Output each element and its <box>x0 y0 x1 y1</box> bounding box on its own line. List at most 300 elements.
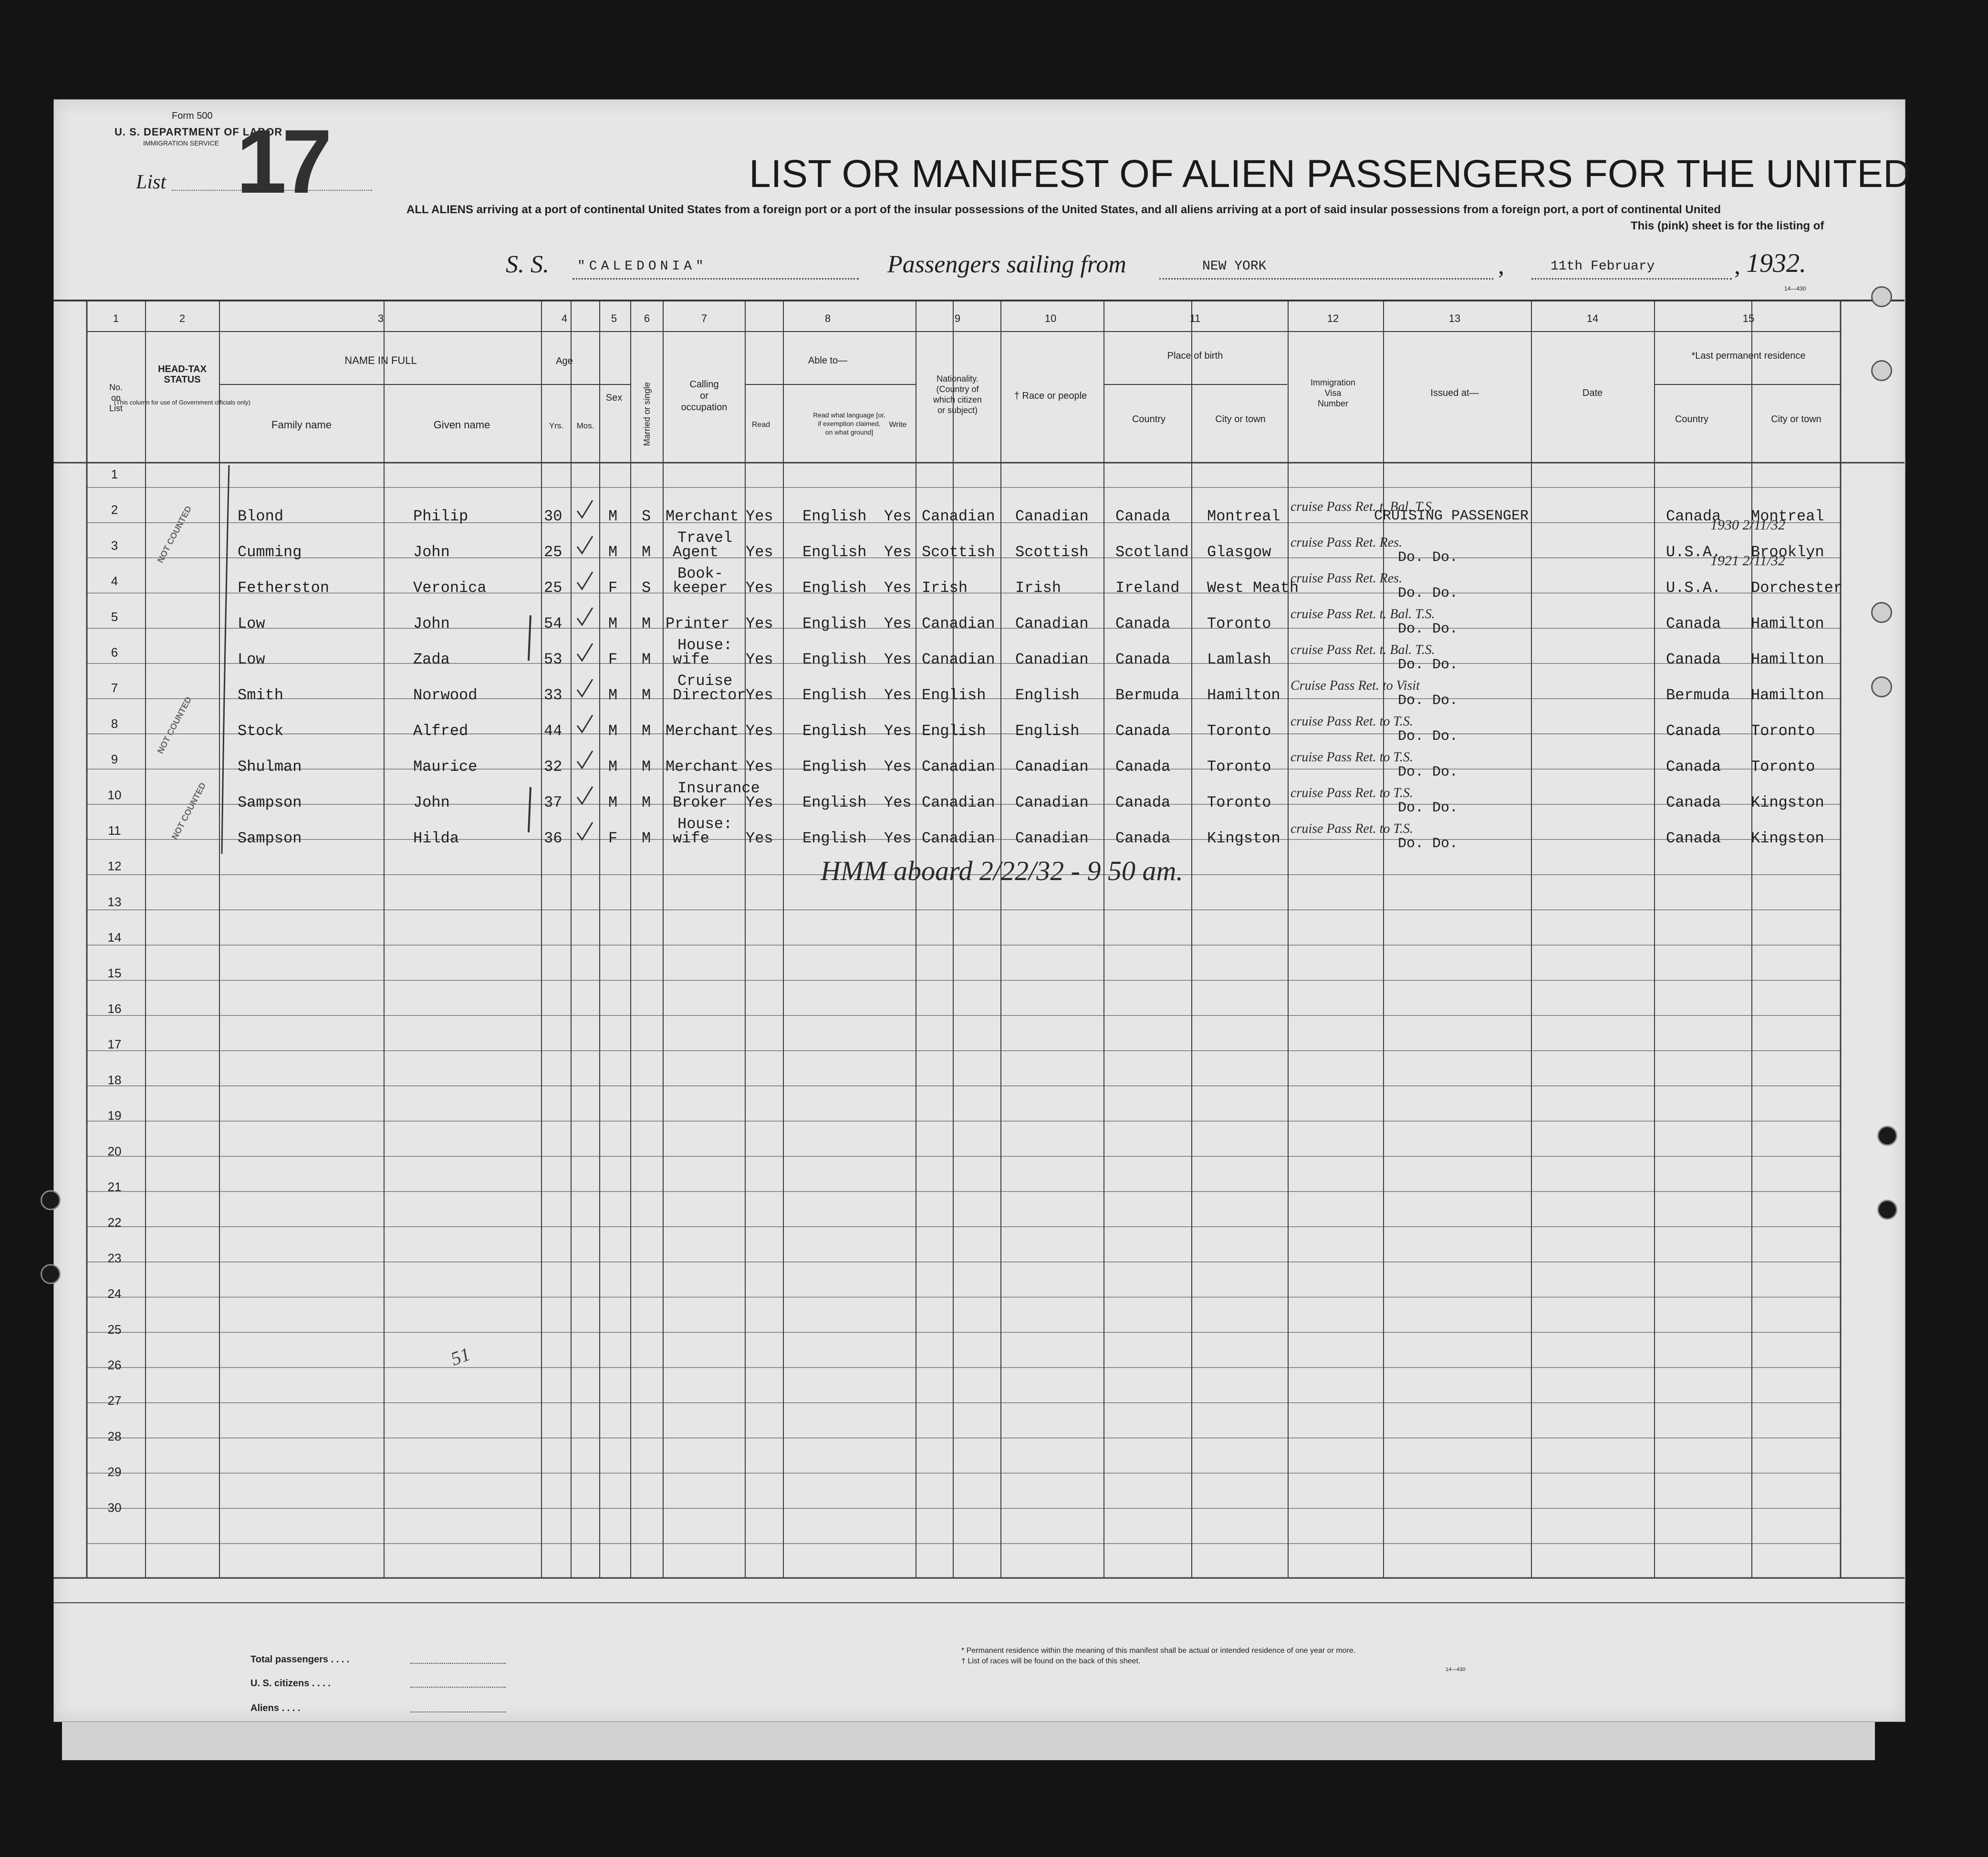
birth-country-cell: Canada <box>1115 830 1171 847</box>
marital-status-cell: M <box>642 830 651 847</box>
occupation-cell: Insurance <box>677 779 760 797</box>
boarding-note: HMM aboard 2/22/32 - 9 50 am. <box>821 855 1183 886</box>
family-name-cell: Blond <box>238 508 284 525</box>
visa-handwritten-cell: cruise Pass Ret. t. Bal. T.S. <box>1291 643 1435 657</box>
margin-mark: 51 <box>448 1343 473 1370</box>
residence-country-cell: U.S.A. <box>1666 579 1721 597</box>
race-cell: Canadian <box>1015 615 1089 633</box>
language-cell: English <box>802 543 867 561</box>
sex-cell: M <box>608 543 618 561</box>
read-cell: Yes <box>746 543 773 561</box>
residence-country-cell: Canada <box>1666 794 1721 811</box>
footnote-residence: * Permanent residence within the meaning of this manifest shall be actual or intended residence of one year or more. <box>961 1647 1356 1655</box>
given-name-cell: John <box>413 543 450 561</box>
residence-note: 1921 2/11/32 <box>1710 553 1785 569</box>
column-number: 5 <box>611 312 617 324</box>
header-head-tax: STATUS <box>164 374 201 385</box>
issued-at-cell: Do. Do. <box>1398 550 1458 566</box>
occupation-cell: Cruise <box>677 672 733 690</box>
language-cell: English <box>802 651 867 668</box>
given-name-cell: Hilda <box>413 830 459 847</box>
age-cell: 36 <box>544 830 562 847</box>
residence-country-cell: Canada <box>1666 758 1721 776</box>
check-mark-icon <box>577 500 593 518</box>
check-mark-icon <box>577 787 593 804</box>
row-number: 28 <box>107 1429 122 1443</box>
read-cell: Yes <box>746 651 773 668</box>
tally-mark <box>529 787 531 832</box>
header-name-in-full: NAME IN FULL <box>344 354 417 366</box>
occupation-cell: Merchant <box>666 508 739 525</box>
given-name-cell: Alfred <box>413 722 468 740</box>
marital-status-cell: S <box>642 579 651 597</box>
occupation-cell: Book- <box>677 565 724 582</box>
residence-city-cell: Hamilton <box>1751 686 1824 704</box>
form-number: Form 500 <box>172 111 213 121</box>
birth-country-cell: Canada <box>1115 508 1171 525</box>
given-name-cell: Zada <box>413 651 450 668</box>
given-name-cell: John <box>413 794 450 811</box>
row-number: 11 <box>108 823 121 838</box>
occupation-cell: Merchant <box>666 722 739 740</box>
subtitle-line-1: ALL ALIENS arriving at a port of continental United States from a foreign port or a port of the insular possessions of the United States, and all aliens arriving at a port of said insular possessions from a foreign port, a port of continental United <box>406 203 1721 216</box>
issued-at-cell: Do. Do. <box>1398 764 1458 780</box>
residence-note: 1930 2/11/32 <box>1710 517 1785 533</box>
birth-city-cell: Hamilton <box>1207 686 1280 704</box>
header-residence-country: Country <box>1675 414 1709 425</box>
read-cell: Yes <box>746 686 773 704</box>
birth-city-cell: Lamlash <box>1207 651 1271 668</box>
given-name-cell: Maurice <box>413 758 478 776</box>
given-name-cell: Norwood <box>413 686 478 704</box>
birth-country-cell: Canada <box>1115 615 1171 633</box>
birth-city-cell: Toronto <box>1207 794 1271 811</box>
race-cell: Scottish <box>1015 543 1089 561</box>
punch-hole-3 <box>41 1190 61 1210</box>
birth-city-cell: West Meath <box>1207 579 1299 597</box>
list-label: List <box>136 171 167 193</box>
write-cell: Yes <box>884 686 912 704</box>
residence-country-cell: Bermuda <box>1666 686 1730 704</box>
marital-status-cell: M <box>642 651 651 668</box>
marital-status-cell: M <box>642 794 651 811</box>
header-head-tax: HEAD-TAX <box>158 364 207 374</box>
race-cell: Canadian <box>1015 830 1089 847</box>
header-married-single: Married or single <box>642 382 652 446</box>
age-cell: 30 <box>544 508 562 525</box>
column-number: 15 <box>1742 312 1755 324</box>
visa-handwritten-cell: cruise Pass Ret. to T.S. <box>1291 750 1413 765</box>
not-counted-stamp: NOT COUNTED <box>155 695 194 756</box>
read-cell: Yes <box>746 758 773 776</box>
nationality-cell: Canadian <box>922 794 995 811</box>
header-nationality: which citizen <box>933 395 982 405</box>
write-cell: Yes <box>884 722 912 740</box>
visa-handwritten-cell: Cruise Pass Ret. to Visit <box>1291 678 1420 693</box>
language-cell: English <box>802 758 867 776</box>
row-number: 18 <box>107 1072 122 1087</box>
row-number: 16 <box>107 1001 122 1016</box>
header-issued-at: Issued at— <box>1430 388 1479 398</box>
nationality-cell: Irish <box>922 579 968 597</box>
read-cell: Yes <box>746 794 773 811</box>
language-cell: English <box>802 794 867 811</box>
birth-city-cell: Kingston <box>1207 830 1280 847</box>
family-name-cell: Low <box>238 651 265 668</box>
header-family-name: Family name <box>271 419 332 431</box>
row-number: 19 <box>107 1108 122 1123</box>
occupation-cell: Broker <box>673 794 728 811</box>
occupation-cell: Merchant <box>666 758 739 776</box>
occupation-cell: wife <box>673 830 709 847</box>
nationality-cell: Canadian <box>922 615 995 633</box>
issued-at-cell: Do. Do. <box>1398 728 1458 745</box>
check-mark-icon <box>577 822 593 840</box>
family-name-cell: Sampson <box>238 794 302 811</box>
header-sex: Sex <box>605 393 623 403</box>
column-number: 14 <box>1586 312 1599 324</box>
binder-ring-4 <box>1871 676 1892 697</box>
occupation-cell: wife <box>673 651 709 668</box>
sex-cell: M <box>608 794 618 811</box>
comma-1: , <box>1498 252 1504 280</box>
family-name-cell: Cumming <box>238 543 302 561</box>
row-number: 7 <box>111 681 118 695</box>
marital-status-cell: M <box>642 758 651 776</box>
row-number: 2 <box>111 502 118 517</box>
page-title: LIST OR MANIFEST OF ALIEN PASSENGERS FOR THE UNITED <box>749 152 1912 196</box>
birth-city-cell: Toronto <box>1207 722 1271 740</box>
residence-country-cell: Canada <box>1666 830 1721 847</box>
nationality-cell: Scottish <box>922 543 995 561</box>
binder-ring-2 <box>1871 360 1892 381</box>
birth-country-cell: Canada <box>1115 794 1171 811</box>
column-number: 8 <box>824 312 831 324</box>
sex-cell: F <box>608 830 618 847</box>
occupation-cell: Travel <box>677 529 733 547</box>
row-number: 13 <box>107 894 122 909</box>
read-cell: Yes <box>746 615 773 633</box>
issued-at-cell: Do. Do. <box>1398 693 1458 709</box>
column-number: 2 <box>179 312 186 324</box>
aliens-label: Aliens . . . . <box>250 1703 301 1713</box>
total-passengers-label: Total passengers . . . . <box>250 1654 350 1665</box>
header-no-on-list: on <box>111 393 121 403</box>
residence-city-cell: Kingston <box>1751 830 1824 847</box>
residence-country-cell: U.S.A. <box>1666 543 1721 561</box>
row-number: 17 <box>107 1037 122 1052</box>
header-calling: occupation <box>681 402 728 413</box>
header-visa: Visa <box>1324 388 1342 398</box>
row-number: 22 <box>107 1215 122 1230</box>
read-cell: Yes <box>746 508 773 525</box>
residence-city-cell: Toronto <box>1751 758 1815 776</box>
row-number: 30 <box>107 1500 122 1515</box>
header-nationality: Nationality. <box>937 374 978 384</box>
visa-handwritten-cell: cruise Pass Ret. Res. <box>1291 535 1403 550</box>
visa-handwritten-cell: cruise Pass Ret. t. Bal. T.S. <box>1291 607 1435 622</box>
family-name-cell: Shulman <box>238 758 302 776</box>
marital-status-cell: S <box>642 508 651 525</box>
age-cell: 37 <box>544 794 562 811</box>
occupation-cell: Printer <box>666 615 730 633</box>
not-counted-stamp: NOT COUNTED <box>155 504 194 565</box>
row-number: 4 <box>111 574 118 589</box>
row-number: 25 <box>107 1322 122 1337</box>
marital-status-cell: M <box>642 722 651 740</box>
residence-city-cell: Hamilton <box>1751 651 1824 668</box>
row-number: 24 <box>107 1286 122 1301</box>
row-number: 12 <box>107 859 122 873</box>
check-mark-icon <box>577 643 593 661</box>
language-cell: English <box>802 508 867 525</box>
family-name-cell: Fetherston <box>238 579 330 597</box>
binder-ring-3 <box>1871 602 1892 623</box>
header-nationality: or subject) <box>937 405 978 415</box>
sailing-date: 11th February <box>1551 259 1655 274</box>
row-number: 26 <box>107 1358 122 1372</box>
check-mark-icon <box>577 679 593 696</box>
column-number: 3 <box>377 312 384 324</box>
family-name-cell: Sampson <box>238 830 302 847</box>
marital-status-cell: M <box>642 615 651 633</box>
birth-city-cell: Toronto <box>1207 615 1271 633</box>
row-number: 1 <box>111 467 118 481</box>
row-number: 9 <box>111 752 118 767</box>
header-nationality: (Country of <box>936 384 979 394</box>
birth-country-cell: Canada <box>1115 651 1171 668</box>
birth-country-cell: Ireland <box>1115 579 1180 597</box>
ship-name: "CALEDONIA" <box>577 259 708 274</box>
row-number: 23 <box>107 1251 122 1266</box>
sex-cell: F <box>608 651 618 668</box>
occupation-cell: Agent <box>673 543 719 561</box>
total-passengers-line <box>410 1663 506 1664</box>
write-cell: Yes <box>884 543 912 561</box>
row-number: 8 <box>111 716 118 731</box>
age-cell: 25 <box>544 579 562 597</box>
not-counted-stamp: NOT COUNTED <box>169 781 208 841</box>
nationality-cell: Canadian <box>922 508 995 525</box>
write-cell: Yes <box>884 651 912 668</box>
issued-at-cell: Do. Do. <box>1398 800 1458 816</box>
row-number: 20 <box>107 1144 122 1159</box>
birth-city-cell: Glasgow <box>1207 543 1271 561</box>
column-number: 13 <box>1448 312 1461 324</box>
birth-country-cell: Canada <box>1115 722 1171 740</box>
issued-at-cell: CRUISING PASSENGER <box>1374 508 1529 524</box>
given-name-cell: John <box>413 615 450 633</box>
header-months: Mos. <box>576 421 594 430</box>
occupation-cell: Director <box>673 686 746 704</box>
header-read-language: if exemption claimed, <box>818 420 881 427</box>
header-birth-country: Country <box>1132 414 1166 425</box>
issued-at-cell: Do. Do. <box>1398 836 1458 852</box>
header-calling: or <box>700 391 708 401</box>
age-cell: 53 <box>544 651 562 668</box>
header-date: Date <box>1582 388 1603 398</box>
read-cell: Yes <box>746 722 773 740</box>
read-cell: Yes <box>746 579 773 597</box>
residence-country-cell: Canada <box>1666 615 1721 633</box>
header-read-language: Read what language [or, <box>813 411 885 419</box>
column-number: 6 <box>644 312 650 324</box>
residence-city-cell: Dorchester <box>1751 579 1843 597</box>
birth-country-cell: Bermuda <box>1115 686 1180 704</box>
punch-hole-4 <box>41 1264 61 1284</box>
visa-handwritten-cell: cruise Pass Ret. to T.S. <box>1291 786 1413 800</box>
age-cell: 25 <box>544 543 562 561</box>
column-number: 4 <box>561 312 568 324</box>
header-head-tax-note: (This column for use of Government officials only) <box>114 399 250 406</box>
sex-cell: M <box>608 758 618 776</box>
row-number: 15 <box>107 965 122 980</box>
nationality-cell: Canadian <box>922 651 995 668</box>
visa-handwritten-cell: cruise Pass Ret. t. Bal. T.S. <box>1291 499 1435 514</box>
us-citizens-line <box>410 1687 506 1688</box>
age-cell: 32 <box>544 758 562 776</box>
sailing-year: 1932. <box>1746 249 1806 278</box>
visa-handwritten-cell: cruise Pass Ret. to T.S. <box>1291 714 1413 729</box>
sailing-label: Passengers sailing from <box>887 251 1126 278</box>
birth-country-cell: Scotland <box>1115 543 1189 561</box>
header-residence-city: City or town <box>1771 414 1821 425</box>
issued-at-cell: Do. Do. <box>1398 585 1458 602</box>
race-cell: Canadian <box>1015 794 1089 811</box>
write-cell: Yes <box>884 508 912 525</box>
race-cell: Canadian <box>1015 508 1089 525</box>
sex-cell: M <box>608 686 618 704</box>
comma-2: , <box>1734 252 1740 280</box>
read-cell: Yes <box>746 830 773 847</box>
header-last-residence: *Last permanent residence <box>1691 351 1806 361</box>
list-number: 17 <box>236 111 328 212</box>
write-cell: Yes <box>884 758 912 776</box>
departure-port: NEW YORK <box>1202 259 1267 274</box>
check-mark-icon <box>577 572 593 589</box>
age-cell: 54 <box>544 615 562 633</box>
header-read-language: on what ground] <box>825 428 874 436</box>
residence-country-cell: Canada <box>1666 722 1721 740</box>
marital-status-cell: M <box>642 686 651 704</box>
check-mark-icon <box>577 751 593 768</box>
header-age: Age <box>556 356 573 366</box>
header-years: Yrs. <box>549 421 564 430</box>
column-number: 9 <box>954 312 961 324</box>
header-no-on-list: List <box>109 404 123 413</box>
row-number: 5 <box>111 609 118 624</box>
nationality-cell: Canadian <box>922 830 995 847</box>
column-number: 12 <box>1327 312 1339 324</box>
header-race: † Race or people <box>1014 391 1087 401</box>
race-cell: English <box>1015 722 1080 740</box>
punch-hole-2 <box>1877 1200 1897 1220</box>
write-cell: Yes <box>884 579 912 597</box>
given-name-cell: Veronica <box>413 579 487 597</box>
row-number: 21 <box>107 1180 122 1194</box>
nationality-cell: English <box>922 722 986 740</box>
age-cell: 44 <box>544 722 562 740</box>
issued-at-cell: Do. Do. <box>1398 621 1458 637</box>
write-cell: Yes <box>884 794 912 811</box>
family-name-cell: Stock <box>238 722 284 740</box>
write-cell: Yes <box>884 615 912 633</box>
residence-country-cell: Canada <box>1666 651 1721 668</box>
given-name-cell: Philip <box>413 508 468 525</box>
residence-city-cell: Brooklyn <box>1751 543 1824 561</box>
row-number: 27 <box>107 1393 122 1408</box>
occupation-cell: House: <box>677 636 733 654</box>
column-number: 7 <box>701 312 708 324</box>
issued-at-cell: Do. Do. <box>1398 657 1458 673</box>
row-number: 29 <box>107 1464 122 1479</box>
marital-status-cell: M <box>642 543 651 561</box>
sheet-code-bottom: 14—430 <box>1446 1667 1466 1672</box>
service-label: IMMIGRATION SERVICE <box>143 139 219 147</box>
row-number: 3 <box>111 538 118 553</box>
race-cell: English <box>1015 686 1080 704</box>
language-cell: English <box>802 722 867 740</box>
check-mark-icon <box>577 715 593 732</box>
column-number: 1 <box>113 312 119 324</box>
header-write: Write <box>889 421 907 429</box>
residence-city-cell: Toronto <box>1751 722 1815 740</box>
residence-city-cell: Hamilton <box>1751 615 1824 633</box>
column-number: 10 <box>1044 312 1057 324</box>
family-name-cell: Smith <box>238 686 284 704</box>
header-birth-city: City or town <box>1215 414 1266 425</box>
visa-handwritten-cell: cruise Pass Ret. to T.S. <box>1291 821 1413 836</box>
race-cell: Irish <box>1015 579 1062 597</box>
residence-country-cell: Canada <box>1666 508 1721 525</box>
subtitle-line-2: This (pink) sheet is for the listing of <box>1631 219 1824 232</box>
residence-city-cell: Montreal <box>1751 508 1824 525</box>
nationality-cell: Canadian <box>922 758 995 776</box>
us-citizens-label: U. S. citizens . . . . <box>250 1678 331 1689</box>
check-mark-icon <box>577 536 593 553</box>
check-mark-icon <box>577 608 593 625</box>
occupation-cell: House: <box>677 815 733 833</box>
row-number: 6 <box>111 645 118 660</box>
tally-mark <box>529 615 531 661</box>
language-cell: English <box>802 830 867 847</box>
punch-hole-1 <box>1877 1126 1897 1146</box>
age-cell: 33 <box>544 686 562 704</box>
header-place-of-birth: Place of birth <box>1167 351 1223 361</box>
residence-city-cell: Kingston <box>1751 794 1824 811</box>
header-visa: Immigration <box>1310 378 1356 387</box>
language-cell: English <box>802 615 867 633</box>
row-number: 14 <box>107 930 122 945</box>
column-number: 11 <box>1189 312 1201 324</box>
sheet-code-top: 14—430 <box>1784 285 1806 292</box>
visa-handwritten-cell: cruise Pass Ret. Res. <box>1291 571 1403 586</box>
header-given-name: Given name <box>433 419 490 431</box>
race-cell: Canadian <box>1015 651 1089 668</box>
write-cell: Yes <box>884 830 912 847</box>
language-cell: English <box>802 686 867 704</box>
language-cell: English <box>802 579 867 597</box>
department-label: U. S. DEPARTMENT OF LABOR <box>114 126 283 138</box>
family-name-cell: Low <box>238 615 265 633</box>
binder-ring-1 <box>1871 286 1892 307</box>
header-visa: Number <box>1317 399 1349 408</box>
header-calling: Calling <box>689 379 719 390</box>
race-cell: Canadian <box>1015 758 1089 776</box>
sex-cell: M <box>608 722 618 740</box>
header-able-to: Able to— <box>808 355 848 366</box>
header-read: Read <box>751 421 770 429</box>
